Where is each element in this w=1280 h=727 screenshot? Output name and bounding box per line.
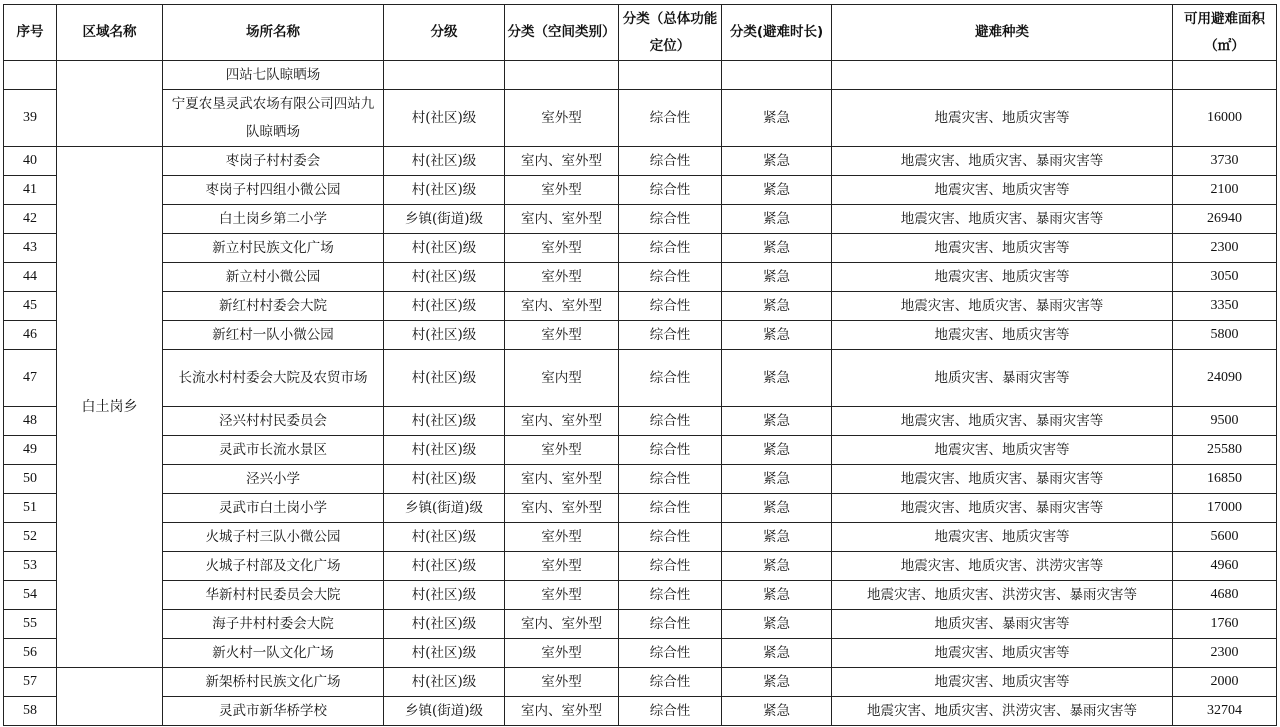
cell-site: 泾兴小学	[163, 465, 384, 494]
header-site: 场所名称	[163, 5, 384, 61]
table-row	[4, 610, 1277, 639]
cell-level	[384, 61, 505, 90]
cell-duration: 紧急	[722, 465, 832, 494]
cell-region: 白土岗乡	[57, 147, 163, 668]
table-row	[4, 523, 1277, 552]
cell-level: 村(社区)级	[384, 610, 505, 639]
cell-level: 村(社区)级	[384, 668, 505, 697]
cell-function: 综合性	[619, 581, 722, 610]
cell-duration: 紧急	[722, 494, 832, 523]
table-row	[4, 697, 1277, 726]
cell-function: 综合性	[619, 292, 722, 321]
cell-hazards: 地震灾害、地质灾害、暴雨灾害等	[832, 494, 1173, 523]
cell-level: 村(社区)级	[384, 90, 505, 147]
cell-duration: 紧急	[722, 407, 832, 436]
cell-site: 枣岗子村村委会	[163, 147, 384, 176]
header-area: 可用避难面积（㎡）	[1173, 5, 1277, 61]
table-row	[4, 350, 1277, 407]
table-row	[4, 552, 1277, 581]
cell-duration: 紧急	[722, 668, 832, 697]
cell-duration: 紧急	[722, 176, 832, 205]
cell-level: 乡镇(街道)级	[384, 205, 505, 234]
cell-site: 新红村一队小微公园	[163, 321, 384, 350]
table-row	[4, 61, 1277, 90]
cell-area: 4680	[1173, 581, 1277, 610]
table-row	[4, 668, 1277, 697]
table-row	[4, 407, 1277, 436]
cell-space-type: 室内型	[505, 350, 619, 407]
cell-hazards: 地震灾害、地质灾害、洪涝灾害、暴雨灾害等	[832, 581, 1173, 610]
cell-space-type: 室外型	[505, 90, 619, 147]
cell-hazards: 地震灾害、地质灾害等	[832, 176, 1173, 205]
cell-area: 3350	[1173, 292, 1277, 321]
cell-duration: 紧急	[722, 234, 832, 263]
cell-function: 综合性	[619, 321, 722, 350]
cell-hazards	[832, 61, 1173, 90]
cell-site: 新立村民族文化广场	[163, 234, 384, 263]
table-row	[4, 205, 1277, 234]
cell-space-type: 室外型	[505, 263, 619, 292]
cell-space-type: 室外型	[505, 176, 619, 205]
cell-seq: 51	[4, 494, 57, 523]
cell-duration	[722, 61, 832, 90]
cell-seq: 56	[4, 639, 57, 668]
cell-function: 综合性	[619, 90, 722, 147]
cell-hazards: 地震灾害、地质灾害、暴雨灾害等	[832, 205, 1173, 234]
cell-space-type: 室内、室外型	[505, 292, 619, 321]
cell-duration: 紧急	[722, 523, 832, 552]
cell-space-type: 室外型	[505, 234, 619, 263]
cell-site: 泾兴村村民委员会	[163, 407, 384, 436]
cell-level: 村(社区)级	[384, 465, 505, 494]
cell-level: 乡镇(街道)级	[384, 697, 505, 726]
cell-area: 5800	[1173, 321, 1277, 350]
cell-function: 综合性	[619, 436, 722, 465]
cell-function: 综合性	[619, 176, 722, 205]
cell-area: 2100	[1173, 176, 1277, 205]
cell-site: 华新村村民委员会大院	[163, 581, 384, 610]
cell-seq: 54	[4, 581, 57, 610]
cell-level: 村(社区)级	[384, 407, 505, 436]
cell-area: 2300	[1173, 639, 1277, 668]
cell-space-type: 室内、室外型	[505, 610, 619, 639]
cell-seq: 43	[4, 234, 57, 263]
cell-area: 25580	[1173, 436, 1277, 465]
cell-site: 灵武市新华桥学校	[163, 697, 384, 726]
cell-site: 新立村小微公园	[163, 263, 384, 292]
cell-seq: 58	[4, 697, 57, 726]
cell-function: 综合性	[619, 263, 722, 292]
cell-area: 26940	[1173, 205, 1277, 234]
cell-seq: 55	[4, 610, 57, 639]
cell-seq: 52	[4, 523, 57, 552]
header-hazards: 避难种类	[832, 5, 1173, 61]
cell-site: 长流水村村委会大院及农贸市场	[163, 350, 384, 407]
cell-function: 综合性	[619, 523, 722, 552]
cell-hazards: 地质灾害、暴雨灾害等	[832, 350, 1173, 407]
cell-level: 村(社区)级	[384, 436, 505, 465]
cell-area: 2300	[1173, 234, 1277, 263]
cell-duration: 紧急	[722, 263, 832, 292]
cell-site: 白土岗乡第二小学	[163, 205, 384, 234]
shelter-table	[3, 4, 1277, 726]
cell-duration: 紧急	[722, 697, 832, 726]
cell-seq: 57	[4, 668, 57, 697]
header-row	[4, 5, 1277, 61]
cell-level: 乡镇(街道)级	[384, 494, 505, 523]
cell-region	[57, 61, 163, 147]
cell-duration: 紧急	[722, 292, 832, 321]
cell-duration: 紧急	[722, 90, 832, 147]
cell-level: 村(社区)级	[384, 176, 505, 205]
cell-function: 综合性	[619, 350, 722, 407]
cell-space-type: 室内、室外型	[505, 205, 619, 234]
cell-seq	[4, 61, 57, 90]
cell-site: 新架桥村民族文化广场	[163, 668, 384, 697]
cell-duration: 紧急	[722, 581, 832, 610]
cell-function: 综合性	[619, 610, 722, 639]
cell-seq: 44	[4, 263, 57, 292]
cell-seq: 53	[4, 552, 57, 581]
cell-level: 村(社区)级	[384, 234, 505, 263]
cell-space-type: 室外型	[505, 523, 619, 552]
cell-area: 3730	[1173, 147, 1277, 176]
cell-region	[57, 668, 163, 726]
cell-level: 村(社区)级	[384, 350, 505, 407]
cell-function: 综合性	[619, 668, 722, 697]
cell-area: 16850	[1173, 465, 1277, 494]
cell-seq: 40	[4, 147, 57, 176]
cell-hazards: 地震灾害、地质灾害、暴雨灾害等	[832, 292, 1173, 321]
table-row	[4, 436, 1277, 465]
cell-level: 村(社区)级	[384, 639, 505, 668]
cell-space-type: 室外型	[505, 668, 619, 697]
cell-seq: 49	[4, 436, 57, 465]
cell-space-type: 室外型	[505, 581, 619, 610]
cell-duration: 紧急	[722, 147, 832, 176]
cell-function: 综合性	[619, 465, 722, 494]
cell-site: 枣岗子村四组小微公园	[163, 176, 384, 205]
cell-duration: 紧急	[722, 350, 832, 407]
cell-hazards: 地震灾害、地质灾害等	[832, 263, 1173, 292]
cell-area: 4960	[1173, 552, 1277, 581]
table-row	[4, 494, 1277, 523]
cell-area: 16000	[1173, 90, 1277, 147]
cell-hazards: 地震灾害、地质灾害等	[832, 523, 1173, 552]
cell-hazards: 地震灾害、地质灾害等	[832, 639, 1173, 668]
cell-hazards: 地震灾害、地质灾害等	[832, 668, 1173, 697]
table-row	[4, 234, 1277, 263]
cell-level: 村(社区)级	[384, 581, 505, 610]
cell-area: 9500	[1173, 407, 1277, 436]
cell-site: 宁夏农垦灵武农场有限公司四站九队晾晒场	[163, 90, 384, 147]
cell-space-type: 室内、室外型	[505, 465, 619, 494]
cell-hazards: 地震灾害、地质灾害、洪涝灾害、暴雨灾害等	[832, 697, 1173, 726]
cell-site: 火城子村部及文化广场	[163, 552, 384, 581]
table-row	[4, 147, 1277, 176]
table-row	[4, 465, 1277, 494]
cell-duration: 紧急	[722, 552, 832, 581]
cell-space-type: 室内、室外型	[505, 697, 619, 726]
cell-function: 综合性	[619, 407, 722, 436]
cell-seq: 42	[4, 205, 57, 234]
header-seq: 序号	[4, 5, 57, 61]
cell-site: 灵武市长流水景区	[163, 436, 384, 465]
cell-area	[1173, 61, 1277, 90]
cell-duration: 紧急	[722, 610, 832, 639]
cell-seq: 41	[4, 176, 57, 205]
cell-site: 四站七队晾晒场	[163, 61, 384, 90]
cell-hazards: 地震灾害、地质灾害等	[832, 234, 1173, 263]
cell-space-type: 室外型	[505, 321, 619, 350]
cell-function: 综合性	[619, 147, 722, 176]
table-row	[4, 321, 1277, 350]
cell-function: 综合性	[619, 234, 722, 263]
cell-site: 火城子村三队小微公园	[163, 523, 384, 552]
table-row	[4, 639, 1277, 668]
cell-seq: 48	[4, 407, 57, 436]
cell-function: 综合性	[619, 552, 722, 581]
cell-function: 综合性	[619, 639, 722, 668]
cell-level: 村(社区)级	[384, 292, 505, 321]
cell-seq: 47	[4, 350, 57, 407]
cell-area: 2000	[1173, 668, 1277, 697]
cell-site: 新火村一队文化广场	[163, 639, 384, 668]
cell-site: 新红村村委会大院	[163, 292, 384, 321]
cell-space-type: 室外型	[505, 639, 619, 668]
cell-space-type: 室内、室外型	[505, 494, 619, 523]
cell-area: 32704	[1173, 697, 1277, 726]
cell-hazards: 地震灾害、地质灾害等	[832, 436, 1173, 465]
cell-level: 村(社区)级	[384, 147, 505, 176]
header-space-type: 分类（空间类别）	[505, 5, 619, 61]
cell-space-type: 室外型	[505, 436, 619, 465]
table-row	[4, 263, 1277, 292]
cell-hazards: 地质灾害、暴雨灾害等	[832, 610, 1173, 639]
cell-duration: 紧急	[722, 639, 832, 668]
cell-hazards: 地震灾害、地质灾害、暴雨灾害等	[832, 465, 1173, 494]
header-level: 分级	[384, 5, 505, 61]
cell-duration: 紧急	[722, 321, 832, 350]
cell-hazards: 地震灾害、地质灾害、暴雨灾害等	[832, 147, 1173, 176]
cell-hazards: 地震灾害、地质灾害、暴雨灾害等	[832, 407, 1173, 436]
cell-space-type	[505, 61, 619, 90]
cell-area: 17000	[1173, 494, 1277, 523]
cell-space-type: 室外型	[505, 552, 619, 581]
cell-hazards: 地震灾害、地质灾害、洪涝灾害等	[832, 552, 1173, 581]
cell-function: 综合性	[619, 494, 722, 523]
table-row	[4, 292, 1277, 321]
header-function: 分类（总体功能定位）	[619, 5, 722, 61]
cell-seq: 39	[4, 90, 57, 147]
cell-seq: 45	[4, 292, 57, 321]
cell-space-type: 室内、室外型	[505, 407, 619, 436]
header-region: 区域名称	[57, 5, 163, 61]
cell-duration: 紧急	[722, 205, 832, 234]
cell-function	[619, 61, 722, 90]
cell-duration: 紧急	[722, 436, 832, 465]
header-duration: 分类(避难时长)	[722, 5, 832, 61]
cell-seq: 50	[4, 465, 57, 494]
cell-hazards: 地震灾害、地质灾害等	[832, 321, 1173, 350]
cell-level: 村(社区)级	[384, 552, 505, 581]
cell-space-type: 室内、室外型	[505, 147, 619, 176]
cell-area: 5600	[1173, 523, 1277, 552]
cell-level: 村(社区)级	[384, 523, 505, 552]
cell-site: 灵武市白土岗小学	[163, 494, 384, 523]
cell-site: 海子井村村委会大院	[163, 610, 384, 639]
cell-level: 村(社区)级	[384, 263, 505, 292]
cell-function: 综合性	[619, 205, 722, 234]
cell-function: 综合性	[619, 697, 722, 726]
table-row	[4, 581, 1277, 610]
cell-seq: 46	[4, 321, 57, 350]
table-row	[4, 176, 1277, 205]
cell-hazards: 地震灾害、地质灾害等	[832, 90, 1173, 147]
cell-level: 村(社区)级	[384, 321, 505, 350]
cell-area: 24090	[1173, 350, 1277, 407]
table-row	[4, 90, 1277, 147]
cell-area: 1760	[1173, 610, 1277, 639]
cell-area: 3050	[1173, 263, 1277, 292]
